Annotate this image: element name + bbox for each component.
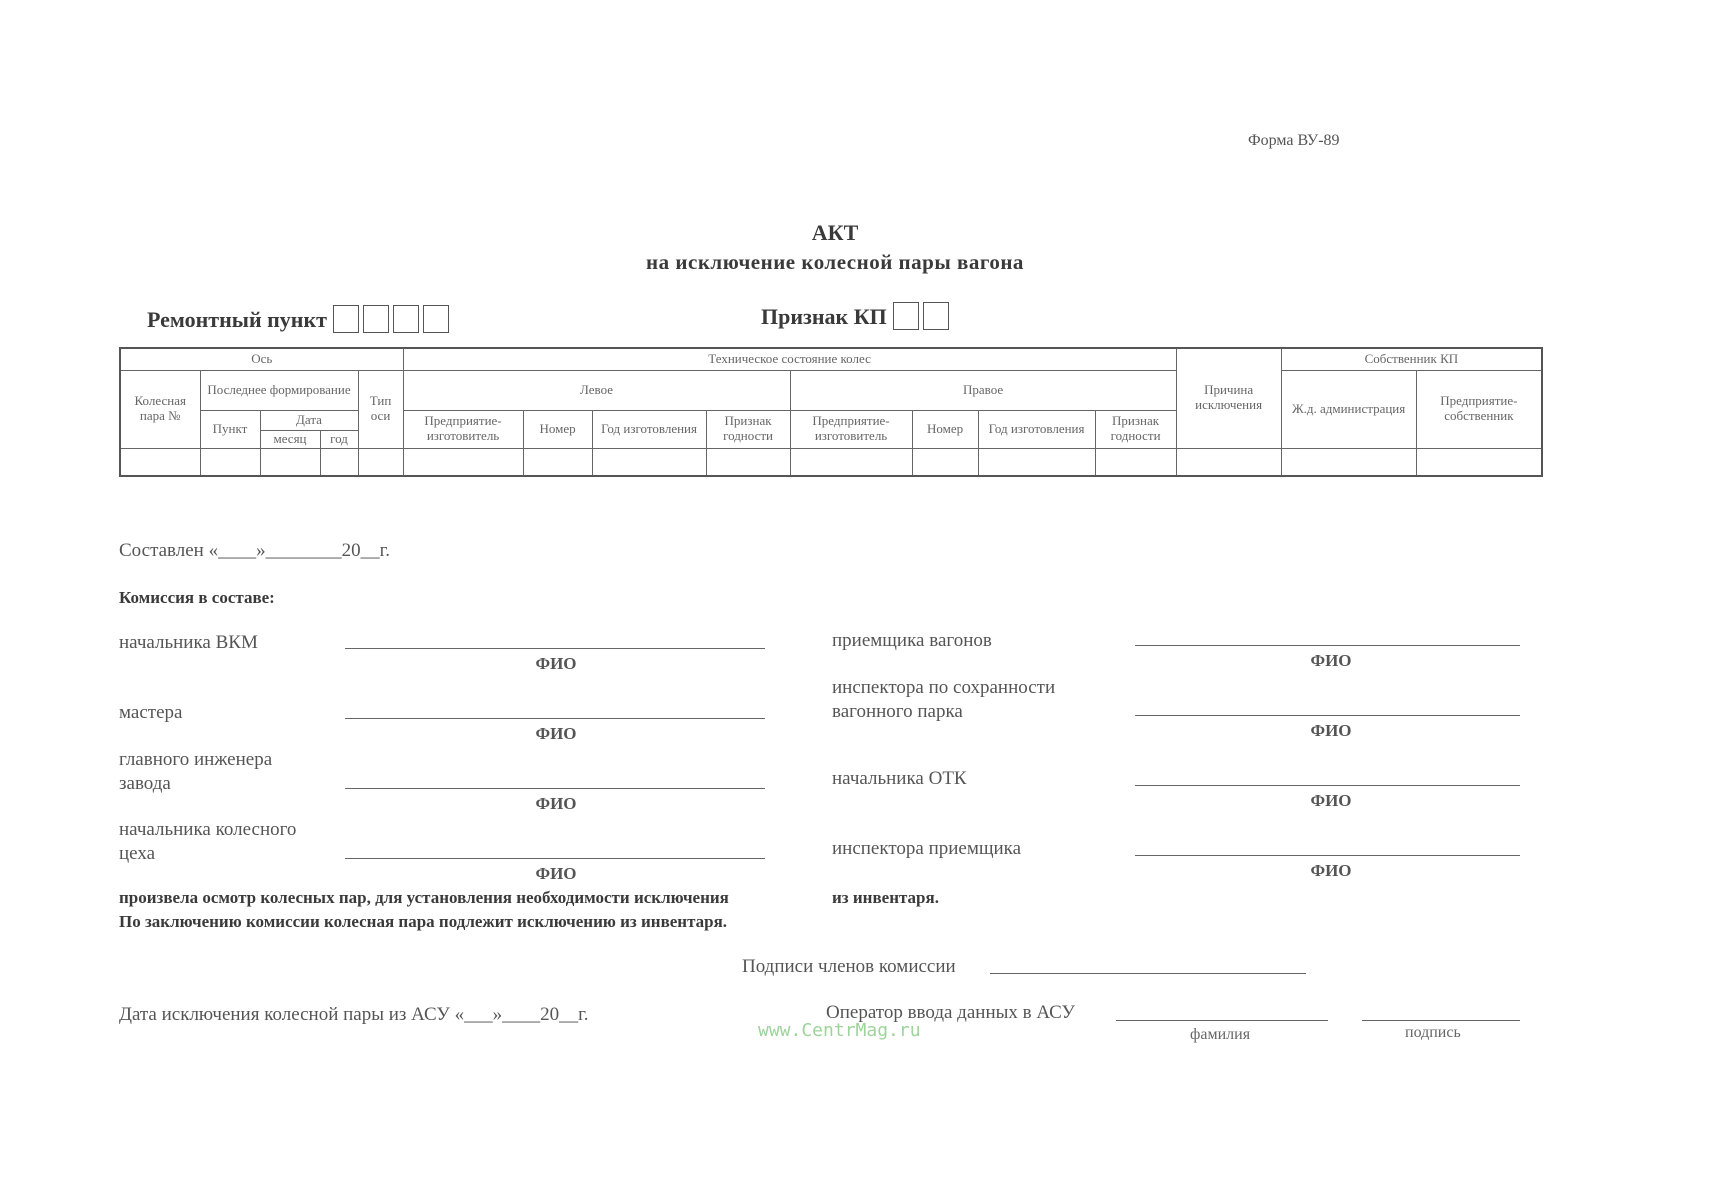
exclusion-date: Дата исключения колесной пары из АСУ «___»____20__г.: [119, 1004, 589, 1025]
repair-point-box[interactable]: [423, 305, 449, 333]
document-subtitle: на исключение колесной пары вагона: [646, 250, 1024, 274]
fio-label: ФИО: [535, 654, 577, 673]
signature-line[interactable]: [345, 858, 765, 859]
conclusion-text-end: из инвентаря.: [832, 888, 939, 907]
conclusion-text: произвела осмотр колесных пар, для установления необходимости исключения: [119, 888, 729, 907]
fio-label: ФИО: [535, 794, 577, 813]
kp-sign-row: [761, 302, 949, 330]
watermark: www.CentrMag.ru: [758, 1020, 921, 1041]
repair-point-boxes: [333, 305, 449, 333]
kp-sign-box[interactable]: [893, 302, 919, 330]
fio-label: ФИО: [1310, 651, 1352, 670]
fio-label: ФИО: [1310, 721, 1352, 740]
form-code: Форма ВУ-89: [1248, 132, 1340, 149]
header-reason: Причина исключения: [1176, 348, 1281, 448]
table-cell[interactable]: [592, 448, 706, 476]
repair-point-box[interactable]: [363, 305, 389, 333]
table-cell[interactable]: [200, 448, 260, 476]
header-railway-admin: Ж.д. администрация: [1281, 370, 1416, 448]
repair-point-label: Ремонтный пункт: [147, 307, 327, 332]
kp-sign-boxes: [893, 302, 949, 330]
fio-label: ФИО: [535, 724, 577, 743]
header-axis: Ось: [120, 348, 403, 370]
table-cell[interactable]: [1095, 448, 1176, 476]
header-manufacturer-right: Предприятие-изготовитель: [790, 410, 912, 448]
header-axis-type: Тип оси: [358, 370, 403, 448]
member-role: инспектора приемщика: [832, 838, 1022, 859]
operator-surname-line[interactable]: [1116, 1020, 1328, 1021]
document-title: АКТ: [811, 220, 859, 245]
signature-caption: подпись: [1405, 1024, 1461, 1041]
table-cell[interactable]: [523, 448, 592, 476]
table-cell[interactable]: [1281, 448, 1416, 476]
member-role: инспектора по сохранности вагонного парка: [832, 677, 1056, 722]
member-role: мастера: [119, 702, 183, 723]
table-cell[interactable]: [403, 448, 523, 476]
surname-caption: фамилия: [1190, 1026, 1251, 1043]
table-cell[interactable]: [912, 448, 978, 476]
signatures-line[interactable]: [990, 973, 1306, 974]
table-cell[interactable]: [1176, 448, 1281, 476]
operator-signature-line[interactable]: [1362, 1020, 1520, 1021]
wheelset-table: [119, 347, 1543, 477]
member-role: главного инженера завода: [119, 749, 273, 794]
table-cell[interactable]: [706, 448, 790, 476]
header-left: Левое: [403, 370, 790, 410]
header-fitness-right: Признак годности: [1095, 410, 1176, 448]
table-cell[interactable]: [790, 448, 912, 476]
header-fitness-left: Признак годности: [706, 410, 790, 448]
table-cell[interactable]: [320, 448, 358, 476]
signature-line[interactable]: [1135, 785, 1520, 786]
member-role: начальника ОТК: [832, 768, 967, 789]
compiled-date: Составлен «____»________20__г.: [119, 540, 391, 561]
signature-line[interactable]: [345, 718, 765, 719]
signature-line[interactable]: [345, 788, 765, 789]
table-row: [120, 448, 1542, 476]
fio-label: ФИО: [1310, 791, 1352, 810]
header-month: месяц: [260, 430, 320, 448]
header-right: Правое: [790, 370, 1176, 410]
fio-label: ФИО: [1310, 861, 1352, 880]
header-owner-company: Предприятие-собственник: [1416, 370, 1542, 448]
header-point: Пункт: [200, 410, 260, 448]
signature-line[interactable]: [1135, 855, 1520, 856]
repair-point-row: [147, 305, 449, 333]
member-role: приемщика вагонов: [832, 630, 992, 651]
header-tech-state: Техническое состояние колес: [403, 348, 1176, 370]
signature-line[interactable]: [1135, 715, 1520, 716]
header-year: год: [320, 430, 358, 448]
member-role: начальника колесного цеха: [119, 819, 297, 864]
header-wheelset-no: Колесная пара №: [120, 370, 200, 448]
table-cell[interactable]: [260, 448, 320, 476]
table-cell[interactable]: [1416, 448, 1542, 476]
conclusion-text-2: По заключению комиссии колесная пара подлежит исключению из инвентаря.: [119, 912, 728, 931]
table-cell[interactable]: [120, 448, 200, 476]
operator-label: Оператор ввода данных в АСУ: [826, 1002, 1076, 1023]
kp-sign-label: Признак КП: [761, 304, 887, 329]
repair-point-box[interactable]: [393, 305, 419, 333]
member-role: начальника ВКМ: [119, 632, 258, 653]
signatures-label: Подписи членов комиссии: [742, 956, 956, 977]
commission-label: Комиссия в составе:: [119, 588, 275, 607]
header-number-right: Номер: [912, 410, 978, 448]
table-cell[interactable]: [358, 448, 403, 476]
header-year-made-right: Год изготовления: [978, 410, 1095, 448]
header-date: Дата: [260, 410, 358, 430]
repair-point-box[interactable]: [333, 305, 359, 333]
table-cell[interactable]: [978, 448, 1095, 476]
kp-sign-box[interactable]: [923, 302, 949, 330]
fio-label: ФИО: [535, 864, 577, 883]
header-year-made-left: Год изготовления: [592, 410, 706, 448]
header-manufacturer-left: Предприятие-изготовитель: [403, 410, 523, 448]
header-last-formation: Последнее формирование: [200, 370, 358, 410]
signature-line[interactable]: [1135, 645, 1520, 646]
signature-line[interactable]: [345, 648, 765, 649]
header-owner: Собственник КП: [1281, 348, 1542, 370]
header-number-left: Номер: [523, 410, 592, 448]
